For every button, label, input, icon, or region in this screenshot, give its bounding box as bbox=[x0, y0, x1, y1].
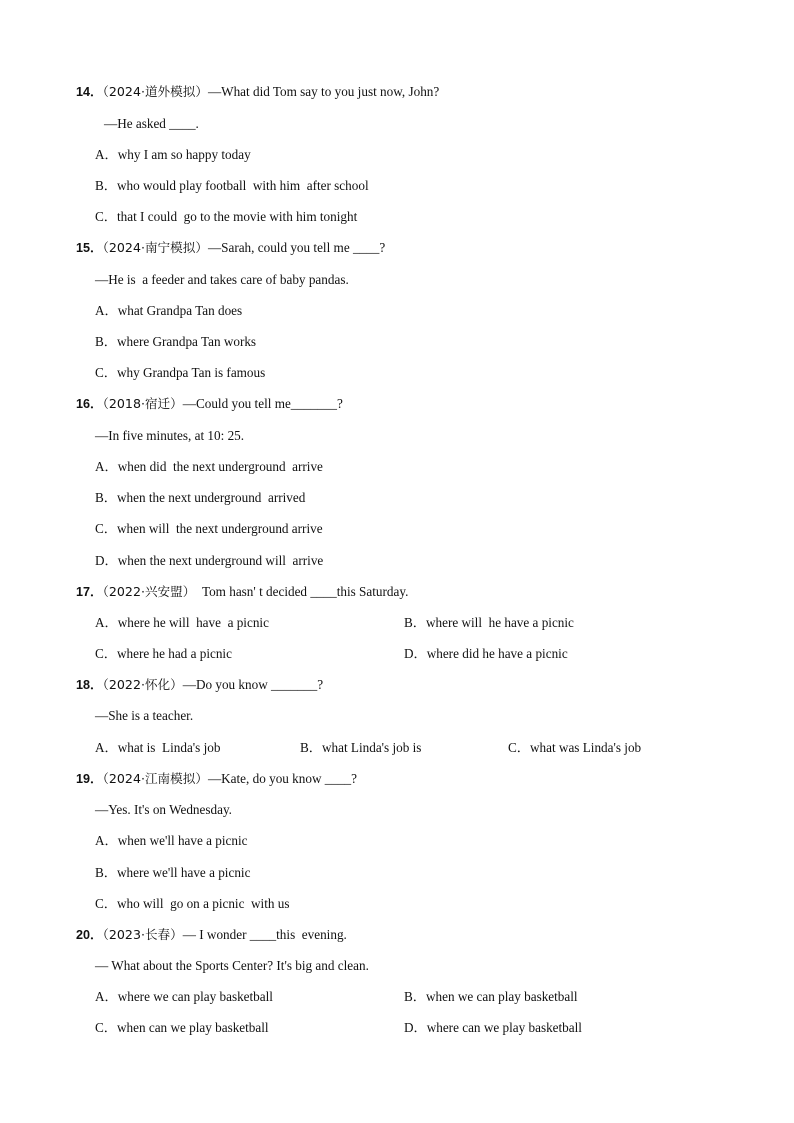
question-number: 19． bbox=[76, 772, 103, 786]
question-17-option-b: B．where will he have a picnic bbox=[404, 615, 574, 630]
question-20-option-d: D．where can we play basketball bbox=[404, 1020, 582, 1035]
question-17-stem-line bbox=[76, 583, 408, 601]
question-source: （2024·江南模拟） bbox=[102, 771, 208, 786]
question-20-option-b: B．when we can play basketball bbox=[404, 989, 578, 1004]
question-17-option-c: C．where he had a picnic bbox=[95, 646, 232, 661]
question-16-option-a: A．when did the next underground arrive bbox=[95, 459, 323, 474]
question-19-option-b: B．where we'll have a picnic bbox=[95, 865, 251, 880]
question-20-stem-line bbox=[76, 926, 347, 944]
question-20-reply: — What about the Sports Center? It's big and clean. bbox=[95, 958, 369, 973]
question-source: （2018·宿迁） bbox=[102, 396, 183, 411]
question-stem: —Could you tell me_______? bbox=[182, 396, 343, 411]
question-source: （2022·怀化） bbox=[102, 677, 183, 692]
question-14-option-c: C．that I could go to the movie with him tonight bbox=[95, 209, 358, 224]
question-14-stem-line bbox=[76, 83, 439, 101]
question-stem: —Do you know _______? bbox=[182, 677, 324, 692]
question-14-option-a: A．why I am so happy today bbox=[95, 147, 251, 162]
question-15-option-c: C．why Grandpa Tan is famous bbox=[95, 365, 266, 380]
question-20-option-c: C．when can we play basketball bbox=[95, 1020, 269, 1035]
question-17-option-a: A．where he will have a picnic bbox=[95, 615, 269, 630]
question-number: 15． bbox=[76, 241, 103, 255]
question-14-reply: —He asked ____. bbox=[104, 116, 199, 131]
question-number: 16． bbox=[76, 397, 103, 411]
question-18-option-c: C．what was Linda's job bbox=[508, 740, 642, 755]
question-16-option-d: D．when the next underground will arrive bbox=[95, 553, 324, 568]
question-15-option-a: A．what Grandpa Tan does bbox=[95, 303, 243, 318]
question-15-stem-line bbox=[76, 239, 385, 257]
question-stem: — I wonder ____this evening. bbox=[182, 927, 347, 942]
question-number: 18． bbox=[76, 678, 103, 692]
question-20-option-a: A．where we can play basketball bbox=[95, 989, 273, 1004]
question-16-option-b: B．when the next underground arrived bbox=[95, 490, 306, 505]
question-18-reply: —She is a teacher. bbox=[95, 708, 194, 723]
question-stem: —What did Tom say to you just now, John? bbox=[207, 84, 440, 99]
question-16-stem-line bbox=[76, 395, 343, 413]
question-18-stem-line bbox=[76, 676, 323, 694]
question-19-reply: —Yes. It's on Wednesday. bbox=[95, 802, 232, 817]
question-number: 20． bbox=[76, 928, 103, 942]
question-stem: —Kate, do you know ____? bbox=[207, 771, 358, 786]
question-source: （2024·道外模拟） bbox=[102, 84, 208, 99]
question-15-option-b: B．where Grandpa Tan works bbox=[95, 334, 257, 349]
question-16-option-c: C．when will the next underground arrive bbox=[95, 521, 323, 536]
question-19-stem-line bbox=[76, 770, 357, 788]
question-source: （2023·长春） bbox=[102, 927, 183, 942]
question-14-option-b: B．who would play football with him after school bbox=[95, 178, 369, 193]
question-source: （2022·兴安盟） bbox=[102, 584, 196, 599]
question-stem: —Sarah, could you tell me ____? bbox=[207, 240, 386, 255]
question-16-reply: —In five minutes, at 10: 25. bbox=[95, 428, 245, 443]
question-number: 14． bbox=[76, 85, 103, 99]
question-18-option-b: B．what Linda's job is bbox=[300, 740, 422, 755]
question-17-option-d: D．where did he have a picnic bbox=[404, 646, 568, 661]
question-source: （2024·南宁模拟） bbox=[102, 240, 208, 255]
question-19-option-c: C．who will go on a picnic with us bbox=[95, 896, 290, 911]
question-15-reply: —He is a feeder and takes care of baby pandas. bbox=[95, 272, 349, 287]
question-19-option-a: A．when we'll have a picnic bbox=[95, 833, 248, 848]
question-number: 17． bbox=[76, 585, 103, 599]
question-18-option-a: A．what is Linda's job bbox=[95, 740, 221, 755]
question-stem: Tom hasn' t decided ____this Saturday. bbox=[195, 584, 409, 599]
